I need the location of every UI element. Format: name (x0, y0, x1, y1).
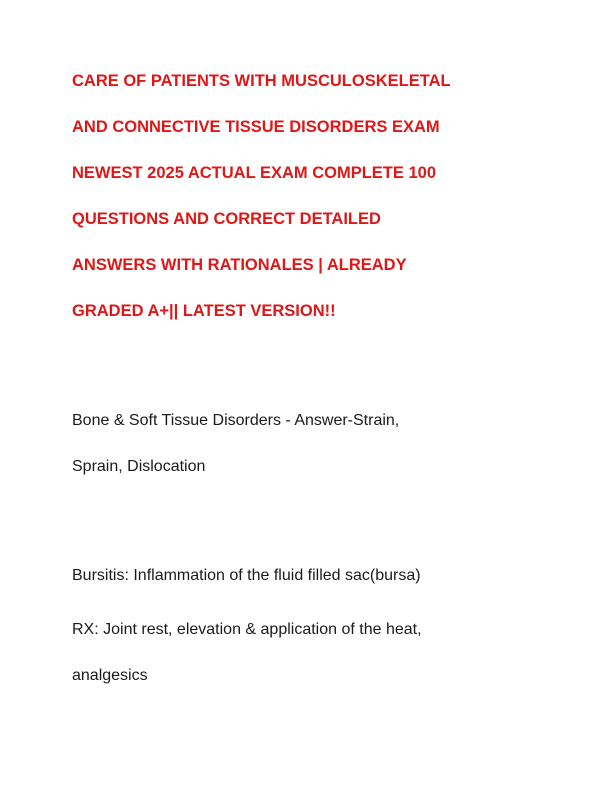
paragraph-line: RX: Joint rest, elevation & application of the heat, (72, 621, 422, 638)
exam-title-line: NEWEST 2025 ACTUAL EXAM COMPLETE 100 (72, 164, 436, 182)
paragraph-line: Bone & Soft Tissue Disorders - Answer-Strain, (72, 412, 400, 429)
qa-paragraph-bursitis (72, 553, 552, 599)
exam-title (72, 58, 552, 334)
paragraph-line: analgesics (72, 667, 148, 684)
exam-title-line: ANSWERS WITH RATIONALES | ALREADY (72, 256, 407, 274)
qa-paragraph-bone-soft-tissue (72, 398, 552, 490)
exam-title-line: CARE OF PATIENTS WITH MUSCULOSKELETAL (72, 72, 451, 90)
paragraph-line: Sprain, Dislocation (72, 458, 206, 475)
exam-title-line: QUESTIONS AND CORRECT DETAILED (72, 210, 381, 228)
exam-title-line: AND CONNECTIVE TISSUE DISORDERS EXAM (72, 118, 440, 136)
page-content (72, 0, 552, 699)
qa-paragraph-rx (72, 607, 552, 699)
exam-title-line: GRADED A+|| LATEST VERSION!! (72, 302, 336, 320)
paragraph-line: Bursitis: Inflammation of the fluid filled sac(bursa) (72, 567, 421, 584)
